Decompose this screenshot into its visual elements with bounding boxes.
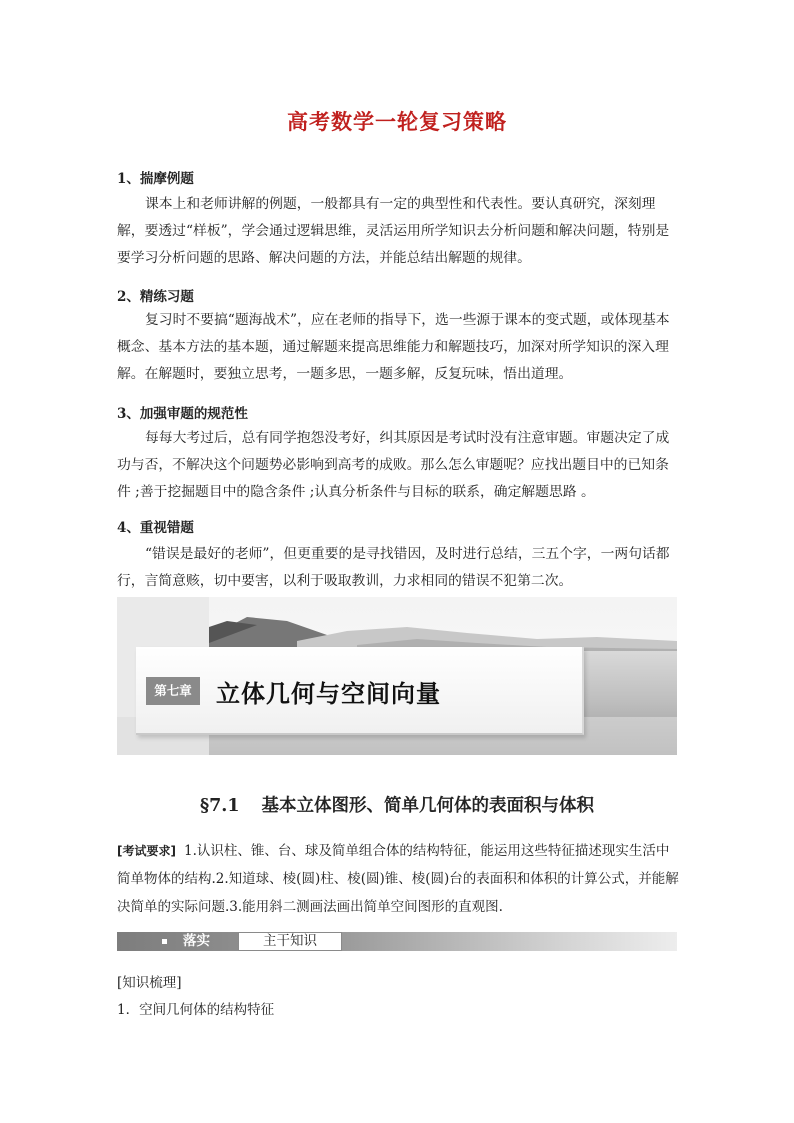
exam-requirement-text: 1.认识柱、锥、台、球及简单组合体的结构特征，能运用这些特征描述现实生活中简单物体的结构.2.知道球、棱(圆)柱、棱(圆)锥、棱(圆)台的表面积和体积的计算公式，并能解决简单的实际问题.3.能用斜二测画法画出简单空间图形的直观图. xyxy=(117,843,679,915)
section-3-text: 每每大考过后，总有同学抱怨没考好，纠其原因是考试时没有注意审题。审题决定了成功与否，不解决这个问题势必影响到高考的成败。那么怎么审题呢？应找出题目中的已知条件 ;善于挖掘题目中的隐含条件 ;认真分析条件与目标的联系，确定解题思路 。 xyxy=(117,430,670,500)
section-4-text: “错误是最好的老师”，但更重要的是寻找错因，及时进行总结，三五个字，一两句话都行，言简意赅，切中要害，以利于吸取教训，力求相同的错误不犯第二次。 xyxy=(117,546,670,589)
exam-requirement xyxy=(117,837,679,921)
section-title-text: 基本立体图形、简单几何体的表面积与体积 xyxy=(261,796,595,816)
section-3-heading: 3、加强审题的规范性 xyxy=(117,406,248,422)
section-title xyxy=(0,792,794,817)
square-bullet-icon xyxy=(162,939,167,944)
bar-label-left: 落实 xyxy=(183,933,210,949)
section-1-heading: 1、揣摩例题 xyxy=(117,171,194,187)
exam-requirement-label: [考试要求] xyxy=(117,844,176,858)
chapter-name: 立体几何与空间向量 xyxy=(216,680,441,708)
page-title: 高考数学一轮复习策略 xyxy=(287,110,507,134)
section-4-heading: 4、重视错题 xyxy=(117,520,194,536)
section-2-heading: 2、精练习题 xyxy=(117,289,194,305)
bar-label-right: 主干知识 xyxy=(238,932,342,951)
section-2-text: 复习时不要搞“题海战术”，应在老师的指导下，选一些源于课本的变式题，或体现基本概念、基本方法的基本题，通过解题来提高思维能力和解题技巧，加深对所学知识的深入理解。在解题时，要独立思考，一题多思，一题多解，反复玩味，悟出道理。 xyxy=(117,312,670,382)
chapter-number-tag: 第七章 xyxy=(146,677,200,705)
knowledge-label: [知识梳理] xyxy=(117,975,182,991)
section-number: §7.1 xyxy=(199,796,240,816)
section-1-text: 课本上和老师讲解的例题，一般都具有一定的典型性和代表性。要认真研究，深刻理解，要透过“样板”，学会通过逻辑思维，灵活运用所学知识去分析问题和解决问题，特别是要学习分析问题的思路、解决问题的方法，并能总结出解题的规律。 xyxy=(117,196,670,266)
knowledge-item-1: 1．空间几何体的结构特征 xyxy=(117,1002,275,1018)
